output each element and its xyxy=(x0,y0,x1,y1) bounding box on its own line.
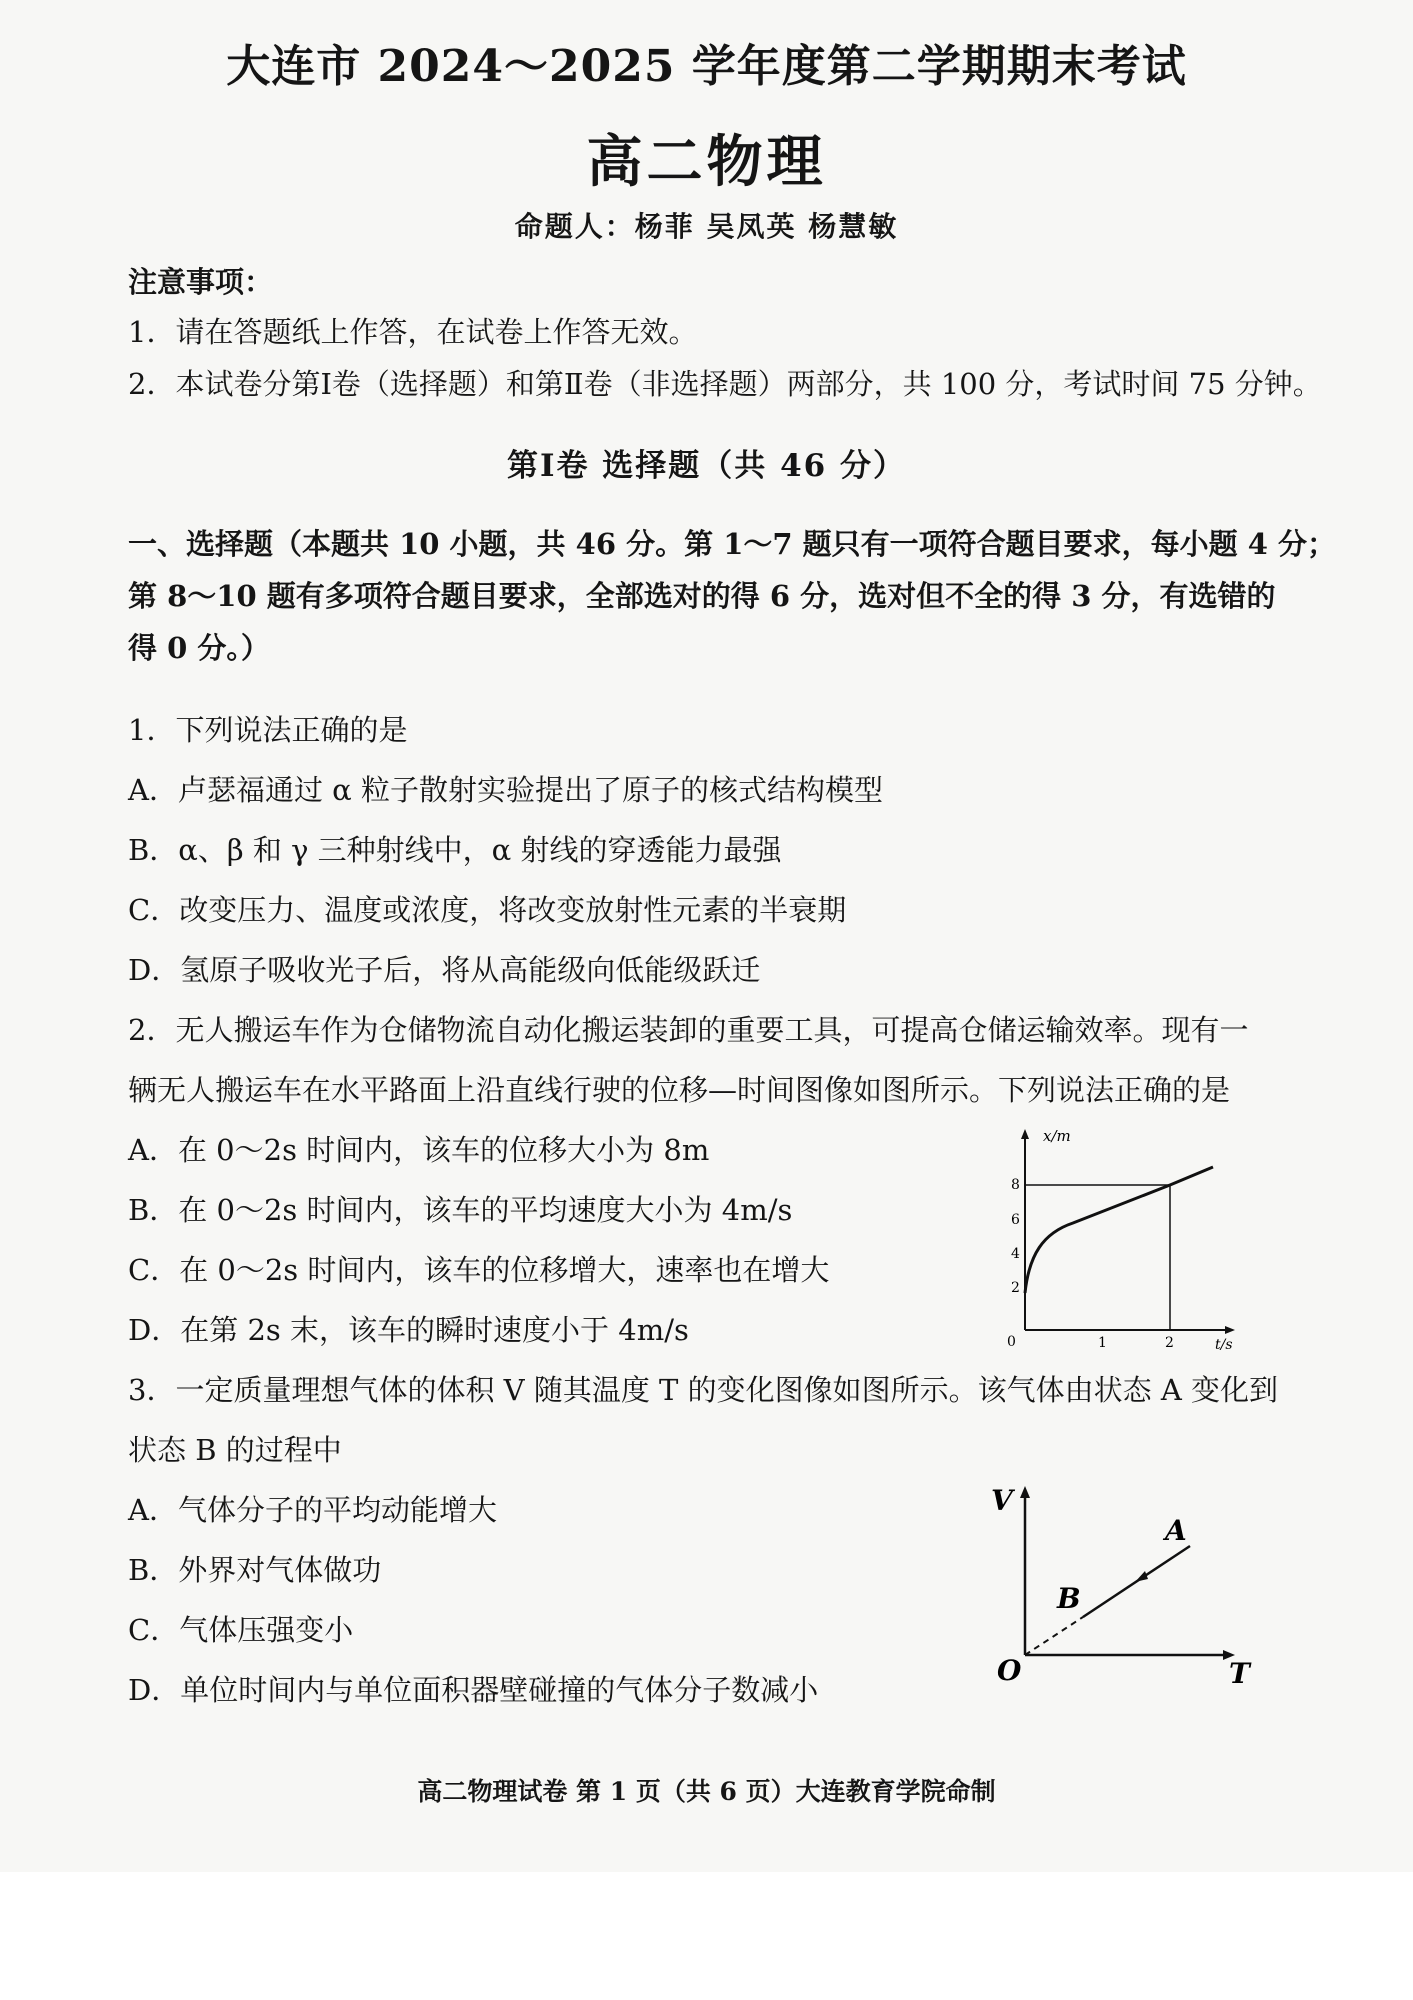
q2-stem-line-2: 辆无人搬运车在水平路面上沿直线行驶的位移—时间图像如图所示。下列说法正确的是 xyxy=(128,1073,1231,1107)
position-time-graph xyxy=(995,1125,1245,1350)
q3-option-d: D．单位时间内与单位面积器壁碰撞的气体分子数减小 xyxy=(128,1673,819,1707)
xt-tick-2: 2 xyxy=(1011,1280,1020,1296)
instructions-line-2: 第 8～10 题有多项符合题目要求，全部选对的得 6 分，选对但不全的得 3 分，有选错的 xyxy=(128,579,1276,613)
xt-curve xyxy=(1025,1167,1213,1293)
vt-y-label: V xyxy=(991,1484,1013,1517)
vt-point-a-label: A xyxy=(1165,1514,1187,1547)
q1-option-a: A．卢瑟福通过 α 粒子散射实验提出了原子的核式结构模型 xyxy=(128,773,883,807)
xt-tick-4: 4 xyxy=(1011,1246,1020,1262)
xt-tick-8: 8 xyxy=(1011,1177,1020,1193)
xt-tick-0: 0 xyxy=(1007,1334,1016,1350)
q2-option-a: A．在 0～2s 时间内，该车的位移大小为 8m xyxy=(128,1133,710,1167)
xt-tick-6: 6 xyxy=(1011,1212,1020,1228)
q2-option-b: B．在 0～2s 时间内，该车的平均速度大小为 4m/s xyxy=(128,1193,793,1227)
instructions-line-3: 得 0 分。） xyxy=(128,631,270,665)
page-footer: 高二物理试卷 第 1 页（共 6 页）大连教育学院命制 xyxy=(417,1777,996,1806)
notice-item-1: 1．请在答题纸上作答，在试卷上作答无效。 xyxy=(128,315,698,349)
subject-title: 高二物理 xyxy=(586,129,827,195)
vt-point-b-label: B xyxy=(1057,1582,1081,1615)
q1-option-d: D．氢原子吸收光子后，将从高能级向低能级跃迁 xyxy=(128,953,761,987)
q1-stem: 1．下列说法正确的是 xyxy=(128,713,408,747)
q2-option-c: C．在 0～2s 时间内，该车的位移增大，速率也在增大 xyxy=(128,1253,830,1287)
xt-x-arrow xyxy=(1225,1326,1235,1334)
xt-x-label: t/s xyxy=(1215,1337,1233,1350)
q3-stem-line-1: 3．一定质量理想气体的体积 V 随其温度 T 的变化图像如图所示。该气体由状态 A 变化到 xyxy=(128,1373,1278,1407)
q1-option-b: B．α、β 和 γ 三种射线中，α 射线的穿透能力最强 xyxy=(128,833,782,867)
xt-y-arrow xyxy=(1021,1129,1029,1139)
exam-title: 大连市 2024～2025 学年度第二学期期末考试 xyxy=(226,41,1187,92)
authors-line: 命题人：杨菲 吴凤英 杨慧敏 xyxy=(514,210,899,243)
xt-y-label: x/m xyxy=(1043,1127,1071,1145)
q3-stem-line-2: 状态 B 的过程中 xyxy=(128,1433,342,1467)
instructions-line-1: 一、选择题（本题共 10 小题，共 46 分。第 1～7 题只有一项符合题目要求，每小题 4 分； xyxy=(128,527,1337,561)
q2-stem-line-1: 2．无人搬运车作为仓储物流自动化搬运装卸的重要工具，可提高仓储运输效率。现有一 xyxy=(128,1013,1249,1047)
q3-option-c: C．气体压强变小 xyxy=(128,1613,354,1647)
xt-tick-2s: 2 xyxy=(1165,1335,1174,1350)
xt-tick-1s: 1 xyxy=(1098,1335,1107,1350)
vt-x-label: T xyxy=(1229,1657,1250,1690)
page-bottom-margin xyxy=(0,1872,1413,2000)
notice-item-2: 2．本试卷分第Ⅰ卷（选择题）和第Ⅱ卷（非选择题）两部分，共 100 分，考试时间 75 分钟。 xyxy=(128,367,1322,401)
notice-heading: 注意事项： xyxy=(128,265,274,299)
q2-option-d: D．在第 2s 末，该车的瞬时速度小于 4m/s xyxy=(128,1313,689,1347)
q3-option-a: A．气体分子的平均动能增大 xyxy=(128,1493,497,1527)
volume-temperature-graph xyxy=(985,1480,1255,1690)
section-title: 第Ⅰ卷 选择题（共 46 分） xyxy=(506,448,907,484)
vt-dashed-extension xyxy=(1025,1617,1083,1655)
q3-option-b: B．外界对气体做功 xyxy=(128,1553,382,1587)
q1-option-c: C．改变压力、温度或浓度，将改变放射性元素的半衰期 xyxy=(128,893,847,927)
vt-direction-arrow xyxy=(1135,1571,1148,1582)
vt-origin-label: O xyxy=(997,1654,1022,1687)
vt-y-arrow xyxy=(1020,1486,1030,1498)
